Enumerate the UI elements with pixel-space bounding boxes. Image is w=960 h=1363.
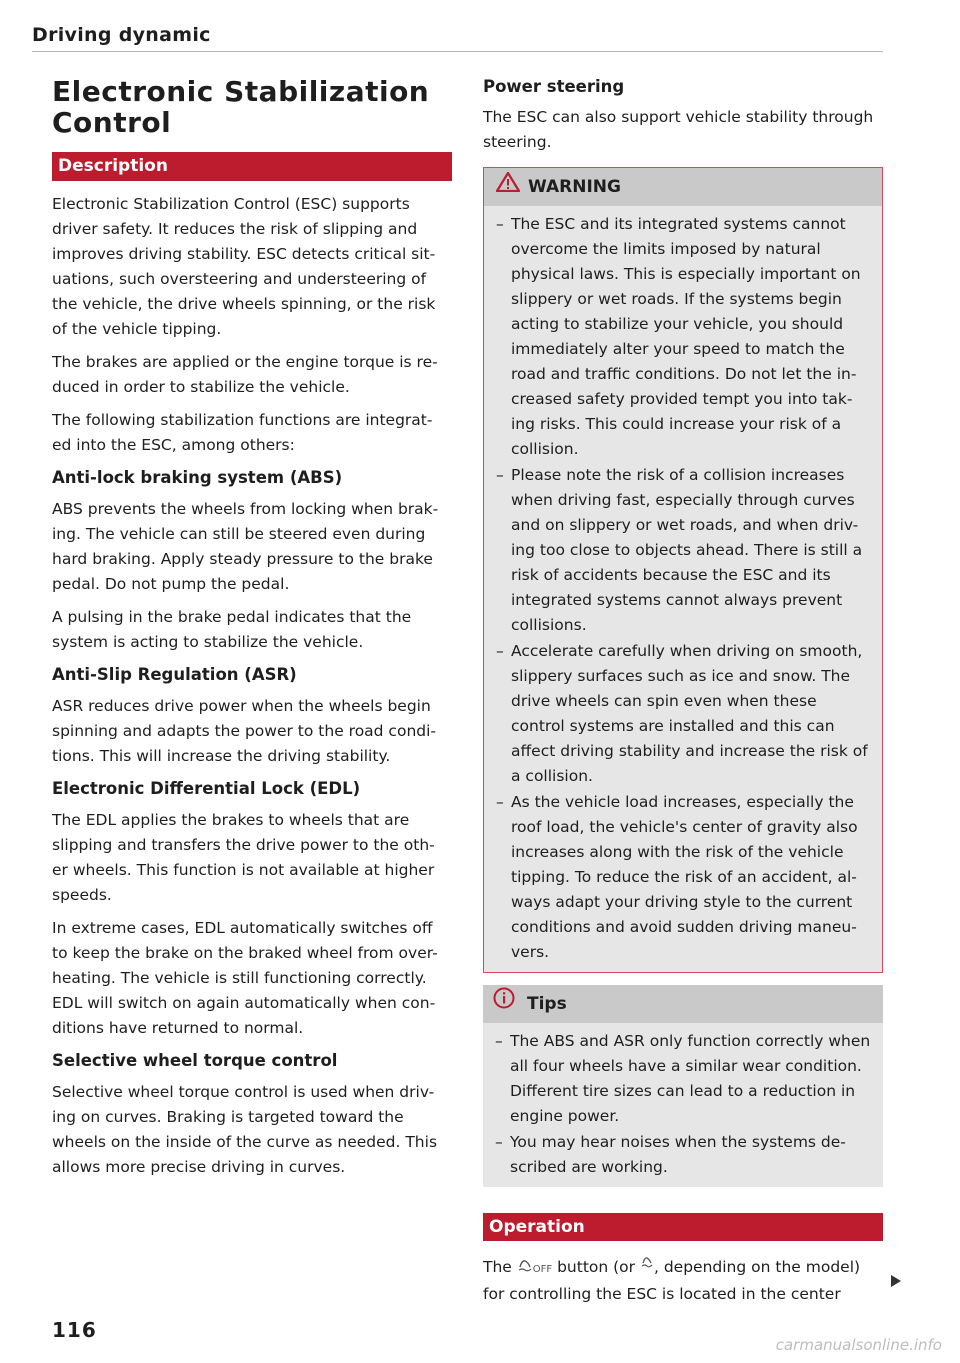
description-section-bar — [52, 152, 452, 181]
operation-paragraph: The OFF button (or , depending on the model) for controlling the ESC is located in the center — [483, 1255, 883, 1307]
page-number: 116 — [52, 1318, 97, 1342]
tips-box — [483, 985, 883, 1187]
abs-paragraph-2: A pulsing in the brake pedal indicates that the system is acting to stabilize the vehicle. — [52, 608, 412, 651]
intro-paragraph-1: Electronic Stabilization Control (ESC) supports driver safety. It reduces the risk of slipping and improves driving stability. ESC detects critical sit- uations, such oversteering and understeering of the vehicle, the drive wheels spinning, or the risk of the vehicle tipping. — [52, 195, 436, 338]
power-steering-paragraph: The ESC can also support vehicle stability through steering. — [483, 108, 874, 151]
page-title — [52, 76, 452, 138]
description-label: Description — [58, 156, 168, 176]
warning-box — [483, 167, 883, 973]
tips-list — [483, 1023, 883, 1187]
intro-paragraph-2: The brakes are applied or the engine torque is re- duced in order to stabilize the vehicle. — [52, 353, 438, 396]
esc-icon — [640, 1255, 654, 1280]
info-icon — [493, 985, 515, 1023]
tips-item: – You may hear noises when the systems de- scribed are working. — [495, 1133, 846, 1176]
warning-item: – Accelerate carefully when driving on smooth, slippery surfaces such as ice and snow. The drive wheels can spin even when these control systems are installed and this can affect driving stability and increase the risk of a collision. — [496, 642, 868, 785]
warning-header — [484, 168, 882, 206]
left-column — [52, 72, 452, 1188]
intro-paragraph-3: The following stabilization functions are integrat- ed into the ESC, among others: — [52, 411, 433, 454]
asr-heading: Anti-Slip Regulation (ASR) — [52, 665, 297, 684]
warning-item: – As the vehicle load increases, especially the roof load, the vehicle's center of gravity also increases along with the risk of the vehicle tipping. To reduce the risk of an accident, al- ways adapt your driving style to the current conditions and avoid sudden driving maneu- vers. — [496, 793, 858, 961]
selective-torque-heading: Selective wheel torque control — [52, 1051, 338, 1070]
operation-label: Operation — [489, 1217, 585, 1237]
continue-arrow-icon — [890, 1273, 902, 1292]
tips-label: Tips — [527, 994, 567, 1014]
edl-paragraph-1: The EDL applies the brakes to wheels that are slipping and transfers the drive power to the oth- er wheels. This function is not available at higher speeds. — [52, 811, 435, 904]
asr-paragraph: ASR reduces drive power when the wheels begin spinning and adapts the power to the road condi- tions. This will increase the driving stability. — [52, 697, 437, 765]
watermark: carmanualsonline.info — [775, 1336, 942, 1354]
tips-header — [483, 985, 883, 1023]
power-steering-heading: Power steering — [483, 77, 625, 96]
title-line-2: Control — [52, 106, 172, 139]
edl-heading: Electronic Differential Lock (EDL) — [52, 779, 361, 798]
warning-item: – Please note the risk of a collision increases when driving fast, especially through curves and on slippery or wet roads, and when driv- ing too close to objects ahead. There is still a risk of accidents because the ESC and its integrated systems cannot always prevent collisions. — [496, 466, 863, 634]
abs-paragraph-1: ABS prevents the wheels from locking when brak- ing. The vehicle can still be steered even during hard braking. Apply steady pressure to the brake pedal. Do not pump the pedal. — [52, 500, 439, 593]
operation-section-bar — [483, 1213, 883, 1241]
warning-item: – The ESC and its integrated systems cannot overcome the limits imposed by natural physical laws. This is especially important on slippery or wet roads. If the systems begin acting to stabilize your vehicle, you should immediately alter your speed to match the road and traffic conditions. Do not let the in- creased safety provided tempt you into tak- ing risks. This could increase your risk of a collision. — [496, 215, 861, 458]
esc-off-label: OFF — [532, 1264, 553, 1275]
title-line-1: Electronic Stabilization — [52, 75, 430, 108]
selective-torque-paragraph: Selective wheel torque control is used when driv- ing on curves. Braking is targeted toward the wheels on the inside of the curve as needed. This allows more precise driving in curves. — [52, 1083, 438, 1176]
warning-label: WARNING — [528, 177, 621, 197]
section-header-title: Driving dynamic — [32, 24, 211, 46]
esc-off-icon — [517, 1255, 533, 1280]
abs-heading: Anti-lock braking system (ABS) — [52, 468, 343, 487]
right-column — [483, 72, 883, 1315]
tips-item: – The ABS and ASR only function correctly when all four wheels have a similar wear condition. Different tire sizes can lead to a reduction in engine power. — [495, 1032, 871, 1125]
warning-triangle-icon — [496, 168, 520, 206]
warning-list — [484, 206, 882, 972]
edl-paragraph-2: In extreme cases, EDL automatically switches off to keep the brake on the braked wheel from over- heating. The vehicle is still functioning correctly. EDL will switch on again automatically when con- ditions have returned to normal. — [52, 919, 438, 1037]
header-divider — [32, 51, 883, 52]
